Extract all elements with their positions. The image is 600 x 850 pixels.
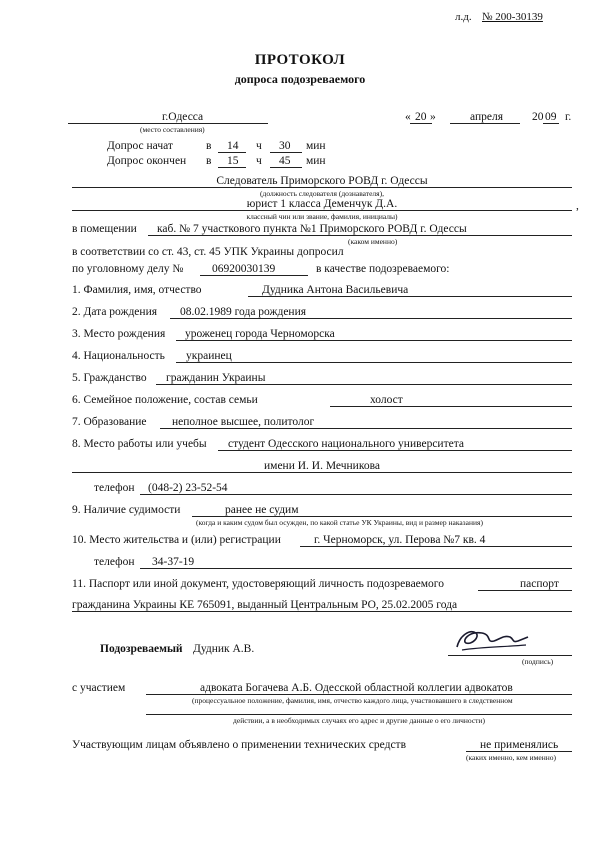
field-5-underline xyxy=(156,384,572,385)
start-min-underline xyxy=(270,152,302,153)
field-3-underline xyxy=(176,340,572,341)
passport-value: паспорт xyxy=(520,578,559,590)
room-caption: (каком именно) xyxy=(348,237,398,246)
role-text: в качестве подозреваемого: xyxy=(316,263,450,275)
field-8-underline xyxy=(218,450,572,451)
place-value: г.Одесса xyxy=(162,111,204,123)
signature-caption: (подпись) xyxy=(522,657,554,666)
start-hour-underline xyxy=(218,152,246,153)
place-caption: (место составления) xyxy=(140,125,205,134)
field-3-value: уроженец города Черноморска xyxy=(185,328,335,340)
field-7-label: 7. Образование xyxy=(72,416,147,428)
record-caption: (когда и каким судом был осужден, по какой статье УК Украины, вид и размер наказания) xyxy=(196,518,483,527)
field-5-label: 5. Гражданство xyxy=(72,372,147,384)
case-number: № 200-30139 xyxy=(482,11,543,23)
end-hour-unit: ч xyxy=(256,155,262,167)
investigator-caption2: классный чин или звание, фамилия, инициалы) xyxy=(246,212,398,221)
signature-underline xyxy=(448,655,572,656)
field-8-value: студент Одесского национального университета xyxy=(228,438,464,450)
work-continuation: имени И. И. Мечникова xyxy=(264,460,380,472)
phone2-label: телефон xyxy=(94,556,135,568)
participants-underline xyxy=(146,694,572,695)
record-label: 9. Наличие судимости xyxy=(72,504,181,516)
residence-underline xyxy=(300,546,572,547)
start-min-unit: мин xyxy=(306,140,326,152)
field-4-label: 4. Национальность xyxy=(72,350,165,362)
field-2-underline xyxy=(170,318,572,319)
passport-line2-underline xyxy=(72,611,572,612)
suspect-label: Подозреваемый xyxy=(100,643,183,655)
start-hour: 14 xyxy=(227,140,239,152)
tech-underline xyxy=(466,751,572,752)
case-prefix: л.д. xyxy=(455,11,472,23)
end-hour: 15 xyxy=(227,155,239,167)
room-value: каб. № 7 участкового пункта №1 Приморского РОВД г. Одессы xyxy=(157,223,467,235)
day-underline xyxy=(410,123,432,124)
investigator-underline2 xyxy=(72,210,572,211)
field-2-label: 2. Дата рождения xyxy=(72,306,158,318)
start-min: 30 xyxy=(279,140,291,152)
tech-caption: (каких именно, кем именно) xyxy=(466,753,557,762)
date-year-prefix: 20 xyxy=(532,111,544,123)
end-hour-underline xyxy=(218,167,246,168)
passport-line2: гражданина Украины КЕ 765091, выданный Центральным РО, 25.02.2005 года xyxy=(72,599,458,611)
tech-value: не применялись xyxy=(480,739,559,751)
field-7-value: неполное высшее, политолог xyxy=(172,416,315,428)
participants-value: адвоката Богачева А.Б. Одесской областной коллегии адвокатов xyxy=(200,682,513,694)
phone1-underline xyxy=(140,494,572,495)
end-label: Допрос окончен xyxy=(107,155,187,167)
case-label: по уголовному делу № xyxy=(72,263,184,275)
participants-underline2 xyxy=(146,714,572,715)
suspect-name: Дудник А.В. xyxy=(193,643,255,655)
residence-value: г. Черноморск, ул. Перова №7 кв. 4 xyxy=(314,534,486,546)
month-underline xyxy=(450,123,520,124)
place-underline xyxy=(68,123,268,124)
date-year-unit: г. xyxy=(565,111,572,123)
tech-label: Участвующим лицам объявлено о применении технических средств xyxy=(72,739,407,751)
document-subtitle: допроса подозреваемого xyxy=(234,72,366,86)
date-month: апреля xyxy=(470,111,503,123)
start-at: в xyxy=(206,140,212,152)
field-6-value: холост xyxy=(370,394,403,406)
phone1-label: телефон xyxy=(94,482,135,494)
field-4-underline xyxy=(176,362,572,363)
room-label: в помещении xyxy=(72,223,137,235)
field-1-label: 1. Фамилия, имя, отчество xyxy=(72,284,202,296)
end-min: 45 xyxy=(279,155,291,167)
end-min-unit: мин xyxy=(306,155,326,167)
field-8-label: 8. Место работы или учебы xyxy=(72,438,207,450)
room-underline xyxy=(148,235,572,236)
investigator-comma: , xyxy=(576,200,579,212)
document-title: ПРОТОКОЛ xyxy=(254,52,346,68)
field-2-value: 08.02.1989 года рождения xyxy=(180,306,307,318)
field-3-label: 3. Место рождения xyxy=(72,328,166,340)
date-year-suffix: 09 xyxy=(545,111,557,123)
phone2-value: 34-37-19 xyxy=(152,556,195,568)
case-underline xyxy=(200,275,308,276)
record-underline xyxy=(192,516,572,517)
date-day: 20 xyxy=(415,111,427,123)
phone2-underline xyxy=(140,568,572,569)
field-4-value: украинец xyxy=(186,350,232,362)
participants-caption1: (процессуальное положение, фамилия, имя, отчество каждого лица, участвовавшего в следственном xyxy=(192,696,513,705)
investigator-line2: юрист 1 класса Деменчук Д.А. xyxy=(246,198,398,210)
case-value: 06920030139 xyxy=(212,263,276,275)
residence-label: 10. Место жительства и (или) регистрации xyxy=(72,534,281,546)
passport-label: 11. Паспорт или иной документ, удостоверяющий личность подозреваемого xyxy=(72,578,444,590)
field-6-label: 6. Семейное положение, состав семьи xyxy=(72,394,258,406)
field-6-underline xyxy=(330,406,572,407)
field-1-value: Дудника Антона Васильевича xyxy=(262,284,409,296)
investigator-underline1 xyxy=(72,187,572,188)
investigator-caption1: (должность следователя (дознавателя), xyxy=(260,189,384,198)
passport-underline xyxy=(478,590,572,591)
date-open-quote: « xyxy=(405,111,411,123)
record-value: ранее не судим xyxy=(225,504,299,516)
field-7-underline xyxy=(160,428,572,429)
end-min-underline xyxy=(270,167,302,168)
field-5-value: гражданин Украины xyxy=(166,372,266,384)
field-1-underline xyxy=(248,296,572,297)
investigator-line1: Следователь Приморского РОВД г. Одессы xyxy=(216,175,428,187)
date-close-quote: » xyxy=(430,111,436,123)
year-underline xyxy=(543,123,559,124)
legal-line: в соответствии со ст. 43, ст. 45 УПК Украины допросил xyxy=(72,246,344,258)
participants-label: с участием xyxy=(72,682,126,694)
start-label: Допрос начат xyxy=(107,140,173,152)
phone1-value: (048-2) 23-52-54 xyxy=(148,482,228,494)
end-at: в xyxy=(206,155,212,167)
work-continuation-underline xyxy=(72,472,572,473)
start-hour-unit: ч xyxy=(256,140,262,152)
participants-caption2: действии, а в необходимых случаях его адрес и другие данные о его личности) xyxy=(233,716,485,725)
